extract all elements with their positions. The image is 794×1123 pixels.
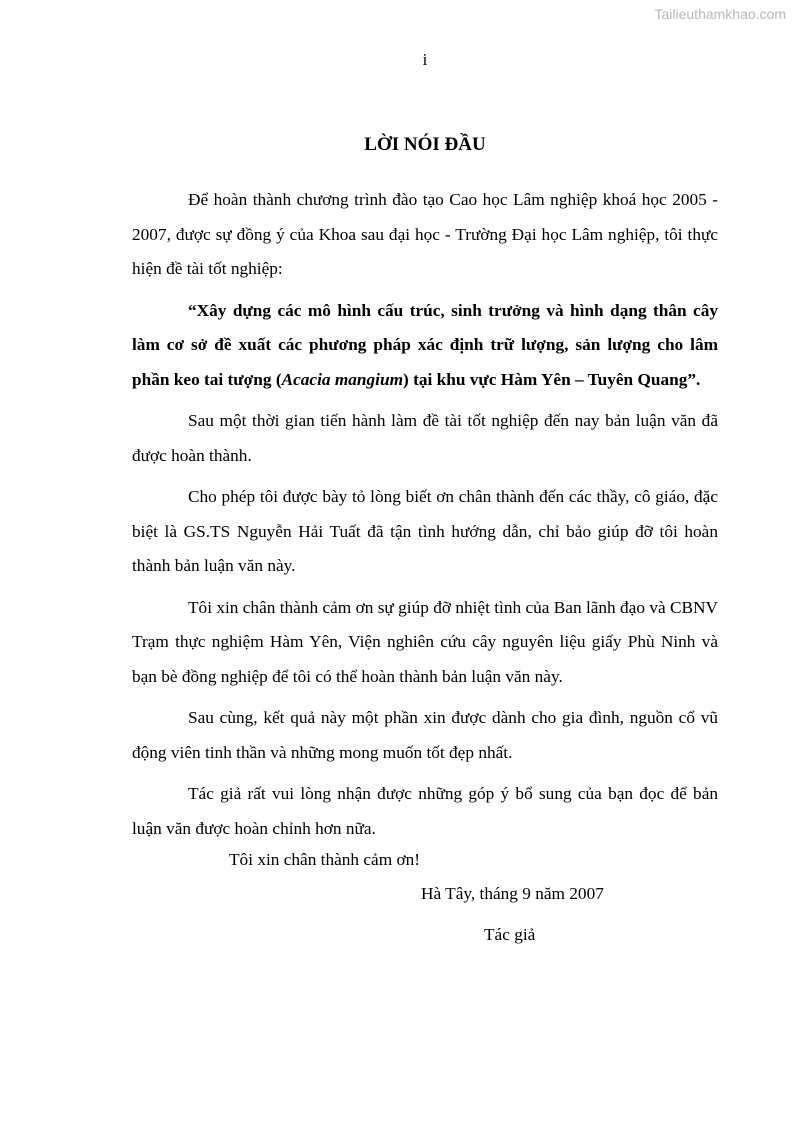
- species-name: Acacia mangium: [281, 369, 404, 389]
- thesis-title-end: ) tại khu vực Hàm Yên – Tuyên Quang”.: [403, 369, 701, 389]
- paragraph-thesis-title: [132, 294, 718, 398]
- closing-place-date: Hà Tây, tháng 9 năm 2007: [421, 884, 604, 903]
- closing-thanks: Tôi xin chân thành cảm ơn!: [229, 850, 421, 869]
- preface-body: [132, 183, 718, 853]
- page-title: LỜI NÓI ĐẦU: [364, 134, 486, 155]
- paragraph-gratitude-family: Sau cùng, kết quả này một phần xin được dành cho gia đình, nguồn cổ vũ động viên tinh thần và những mong muốn tốt đẹp nhất.: [132, 708, 718, 762]
- closing-author: Tác giả: [484, 925, 536, 944]
- watermark: Tailieuthamkhao.com: [654, 6, 786, 22]
- paragraph-gratitude-station: Tôi xin chân thành cảm ơn sự giúp đỡ nhiệt tình của Ban lãnh đạo và CBNV Trạm thực nghiệm Hàm Yên, Viện nghiên cứu cây nguyên liệu giấy Phù Ninh và bạn bè đồng nghiệp để tôi có thể hoàn thành bản luận văn này.: [132, 597, 718, 686]
- paragraph-intro: Để hoàn thành chương trình đào tạo Cao học Lâm nghiệp khoá học 2005 - 2007, được sự đồng ý của Khoa sau đại học - Trường Đại học Lâm nghiệp, tôi thực hiện đề tài tốt nghiệp:: [132, 190, 718, 278]
- paragraph-gratitude-advisor: Cho phép tôi được bày tỏ lòng biết ơn chân thành đến các thầy, cô giáo, đặc biệt là GS.TS Nguyễn Hải Tuất đã tận tình hướng dẫn, chỉ bảo giúp đỡ tôi hoàn thành bản luận văn này.: [132, 487, 718, 575]
- thesis-title-start: “Xây dựng các mô hình cấu trúc, sinh trưởng và hình dạng thân cây làm cơ sở đề xuất các phương pháp xác định trữ lượng, sản lượng cho lâm phần keo tai tượng (: [132, 300, 718, 389]
- paragraph-feedback: Tác giả rất vui lòng nhận được những góp ý bổ sung của bạn đọc để bản luận văn được hoàn chỉnh hơn nữa.: [132, 784, 718, 838]
- paragraph-completion: Sau một thời gian tiến hành làm đề tài tốt nghiệp đến nay bản luận văn đã được hoàn thành.: [132, 411, 718, 465]
- page-number: i: [422, 50, 428, 69]
